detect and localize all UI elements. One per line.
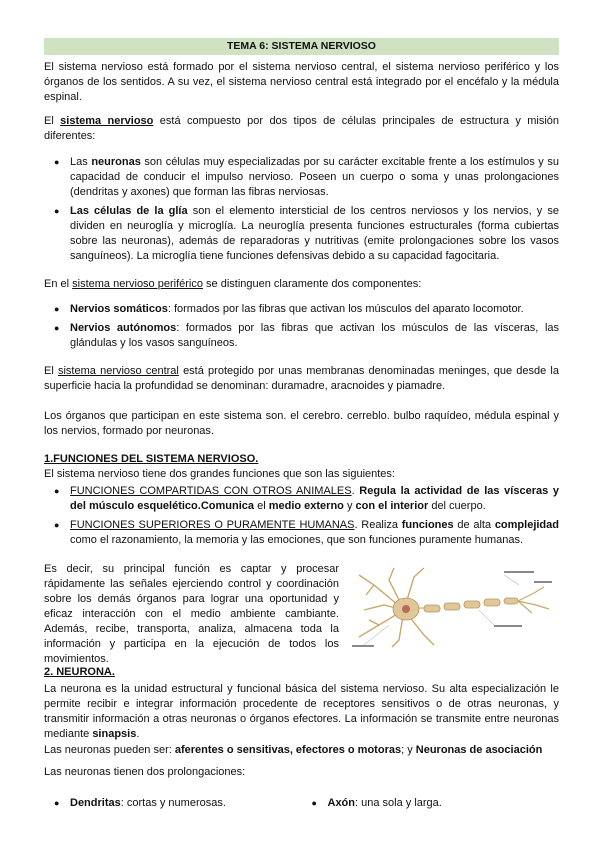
term: sistema nervioso periférico	[72, 278, 203, 290]
text: el	[254, 500, 269, 512]
list-item	[44, 518, 559, 548]
text: se distinguen claramente dos componentes:	[202, 278, 422, 290]
text: : formados por las fibras que activan los músculos de las vísceras, las glándulas y los vasos sanguíneos.	[70, 322, 560, 349]
text: del cuerpo.	[428, 500, 486, 512]
bullet-icon: ●	[54, 520, 60, 530]
list-item	[44, 302, 559, 317]
text: .	[351, 485, 360, 497]
nerves-list	[44, 302, 559, 355]
term: FUNCIONES SUPERIORES O PURAMENTE HUMANAS	[70, 519, 355, 531]
organs-paragraph: Los órganos que participan en este sistema son. el cerebro. cerreblo. bulbo raquídeo, médula espinal y los nervios, formado por neuronas.	[44, 410, 559, 437]
section2-paragraph	[44, 682, 559, 742]
text: .	[136, 728, 140, 740]
text: está protegido por unas membranas denominadas meninges, que desde la superficie hacia la profundidad se denominan: duramadre, aracnoides y piamadre.	[44, 365, 559, 392]
text: La neurona es la unidad estructural y funcional básica del sistema nervioso. Su alta especialización le permite recibir e integrar información procedente de receptores sensitivos o de otras neuronas, y transmitir información a otras neuronas o órganos efectores. La información se transmite entre neuronas mediante	[44, 683, 559, 740]
text: : cortas y numerosas.	[120, 797, 226, 809]
bullet-icon: ●	[54, 304, 60, 314]
composition-paragraph	[44, 114, 559, 144]
text: . Realiza	[354, 519, 402, 531]
text: : una sola y larga.	[355, 797, 442, 809]
section1-lead: El sistema nervioso tiene dos grandes funciones que son las siguientes:	[44, 468, 395, 480]
term: Axón	[327, 797, 355, 809]
text: En el	[44, 278, 73, 290]
list-item	[44, 484, 559, 514]
term: sistema nervioso	[60, 115, 154, 127]
section2-heading	[44, 665, 559, 680]
bullet-icon: ●	[54, 157, 60, 167]
text: Las neuronas pueden ser:	[44, 744, 175, 756]
text: Regula la actividad de las vísceras y del músculo esquelético.	[70, 485, 559, 512]
term: FUNCIONES COMPARTIDAS CON OTROS ANIMALES	[70, 485, 352, 497]
text: con el interior	[355, 500, 429, 512]
neuron-illustration	[344, 565, 559, 650]
prolongations-lead: Las neuronas tienen dos prolongaciones:	[44, 766, 246, 778]
list-item	[302, 796, 560, 811]
term: Las células de la glía	[70, 205, 188, 217]
bullet-icon: ●	[54, 486, 60, 496]
text: son el elemento intersticial de los centros nerviosos y los nervios, y se dividen en neuroglía y microglía. La neuroglía presenta funciones estructurales (forma cubiertas sobre las neuronas), además de reparadoras y nutritivas (emite prolongaciones sobre los vasos sanguíneos). La microglía tiene funciones defensivas debido a su capacidad fagocitaria.	[70, 205, 559, 262]
term: Nervios autónomos	[70, 322, 177, 334]
text: funciones	[401, 519, 454, 531]
neuron-types	[44, 743, 559, 758]
term: neuronas	[91, 156, 141, 168]
section1-heading	[44, 452, 559, 467]
text: medio externo	[268, 500, 344, 512]
list-item	[44, 796, 302, 811]
list-item	[44, 321, 559, 351]
text: y	[343, 500, 356, 512]
cells-list	[44, 155, 559, 268]
text: de alta	[453, 519, 495, 531]
section1-paragraph: Es decir, su principal función es captar y procesar rápidamente las señales ejerciendo control y coordinación sobre los demás órganos para lograr una oportunidad y eficaz interacción con el medio ambiente cambiante. Además, recibe, transporta, analiza, almacena toda la información y participa en la ejecución de todos los movimientos.	[44, 563, 339, 665]
text: Comunica	[200, 500, 255, 512]
bullet-icon: ●	[54, 798, 60, 808]
prolongations-list	[44, 796, 559, 815]
peripheral-paragraph	[44, 277, 559, 292]
text: Neuronas de asociación	[415, 744, 543, 756]
central-paragraph	[44, 364, 559, 394]
text: ; y	[401, 744, 416, 756]
text: como el razonamiento, la memoria y las emociones, que son funciones puramente humanas.	[70, 534, 524, 546]
intro-paragraph: El sistema nervioso está formado por el sistema nervioso central, el sistema nervioso periférico y los órganos de los sentidos. A su vez, el sistema nervioso central está integrado por el encéfalo y la médula espinal.	[44, 61, 559, 103]
text: complejidad	[494, 519, 559, 531]
text: son células muy especializadas por su carácter excitable frente a los estímulos y su capacidad de conducir el impulso nervioso. Poseen un cuerpo o soma y unas prolongaciones (dendritas y axones) que forman las fibras nerviosas.	[70, 156, 559, 198]
term: sistema nervioso central	[57, 365, 179, 377]
page-title: TEMA 6: SISTEMA NERVIOSO	[44, 38, 559, 55]
heading: 2. NEURONA.	[44, 666, 115, 678]
text: sinapsis	[92, 728, 137, 740]
bullet-icon: ●	[54, 323, 60, 333]
term: Dendritas	[70, 797, 121, 809]
functions-list	[44, 484, 559, 552]
list-item	[44, 204, 559, 264]
text: Las	[70, 156, 92, 168]
text: El	[44, 365, 58, 377]
text: aferentes o sensitivas, efectores o motoras	[174, 744, 402, 756]
term: Nervios somáticos	[70, 303, 168, 315]
text: está compuesto por dos tipos de células principales de estructura y misión diferentes:	[44, 115, 560, 142]
list-item	[44, 155, 559, 200]
text: El	[44, 115, 61, 127]
bullet-icon: ●	[311, 798, 317, 808]
bullet-icon: ●	[54, 206, 60, 216]
heading: 1.FUNCIONES DEL SISTEMA NERVIOSO.	[44, 453, 259, 465]
text: : formados por las fibras que activan los músculos del aparato locomotor.	[167, 303, 524, 315]
